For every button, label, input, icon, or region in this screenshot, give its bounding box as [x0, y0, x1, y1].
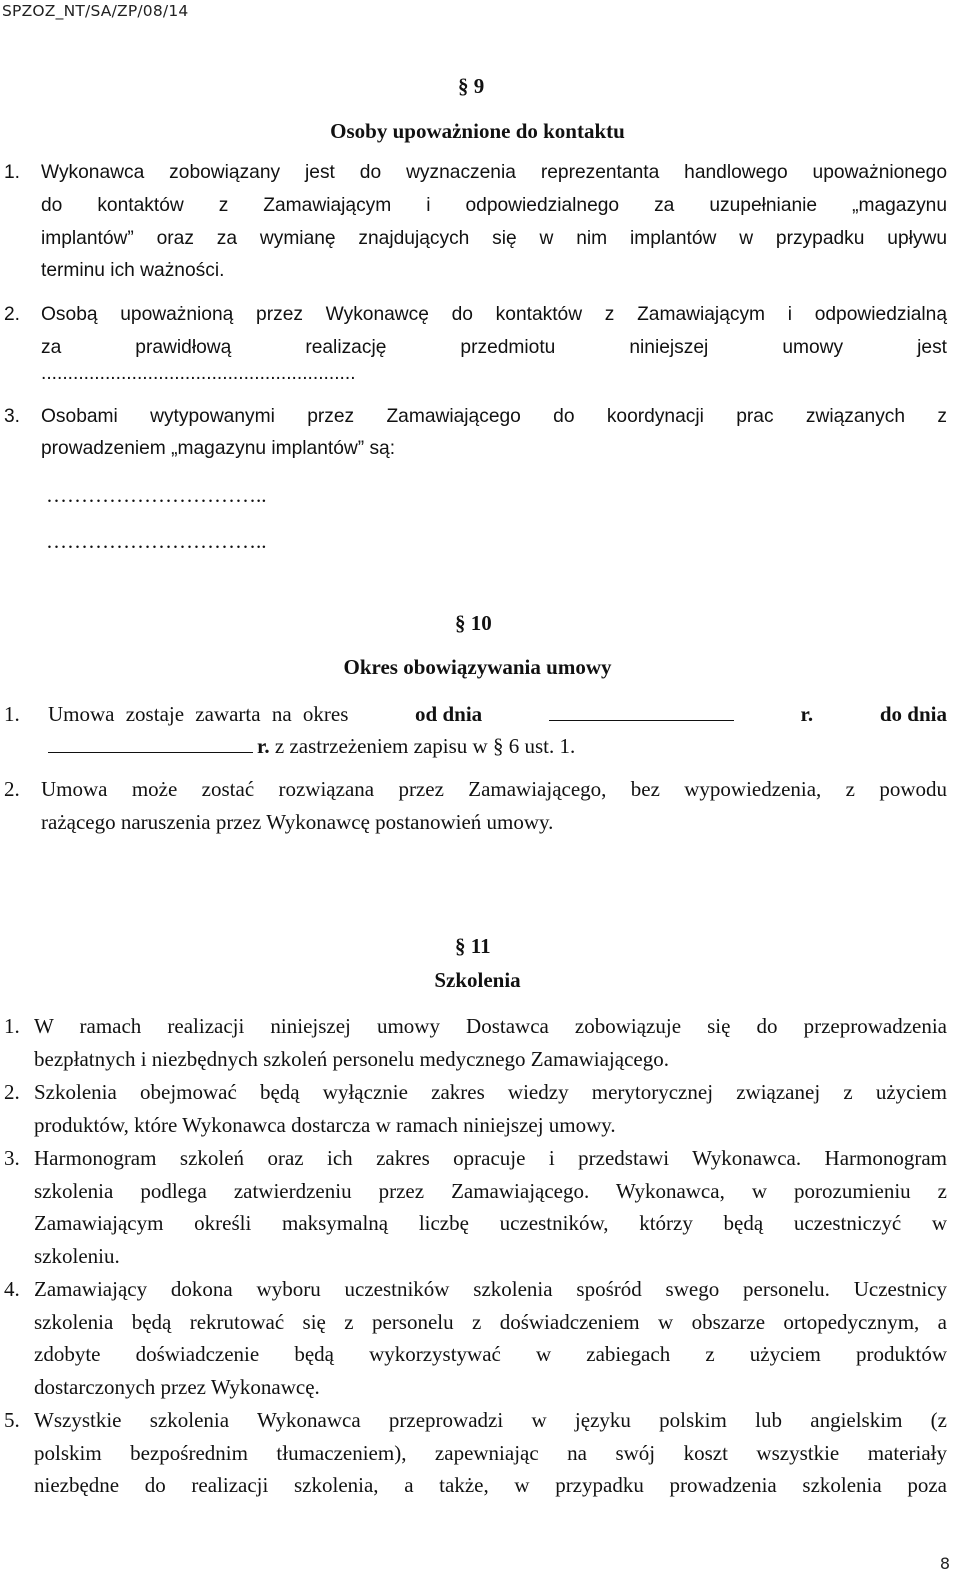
- item-line: szkoleniu.: [34, 1244, 120, 1268]
- item-line: dostarczonych przez Wykonawcę.: [34, 1375, 320, 1399]
- item-line: szkolenia podlega zatwierdzeniu przez Zamawiającego. Wykonawca, w porozumieniu z: [34, 1179, 947, 1203]
- item-line: terminu ich ważności.: [41, 260, 225, 281]
- item-line: Szkolenia obejmować będą wyłącznie zakres wiedzy merytorycznej związanej z użyciem: [34, 1080, 947, 1104]
- item-line: Zamawiający dokona wyboru uczestników szkolenia spośród swego personelu. Uczestnicy: [34, 1277, 947, 1301]
- section-10-number: § 10: [455, 611, 492, 635]
- item-number: 4.: [4, 1277, 20, 1301]
- item-number: 3.: [4, 1146, 20, 1170]
- item-line: Umowa może zostać rozwiązana przez Zamawiającego, bez wypowiedzenia, z powodu: [41, 777, 947, 801]
- fill-line: …………………………..: [46, 483, 267, 507]
- contract-period-text: Umowa zostaje zawarta na okres: [48, 702, 349, 726]
- item-number: 2.: [4, 777, 20, 801]
- item-line: Wykonawca zobowiązany jest do wyznaczenia reprezentanta handlowego upoważnionego: [41, 162, 947, 183]
- item-line: implantów” oraz za wymianę znajdujących się w nim implantów w przypadku upływu: [41, 228, 947, 249]
- to-date-r: r.: [257, 734, 270, 758]
- section-10-title: Okres obowiązywania umowy: [343, 655, 612, 679]
- item-line: polskim bezpośrednim tłumaczeniem), zapewniając na swój koszt wszystkie materiały: [34, 1441, 947, 1465]
- item-number: 2.: [4, 304, 21, 325]
- item-number: 2.: [4, 1080, 20, 1104]
- section-9-title: Osoby upoważnione do kontaktu: [330, 119, 625, 143]
- item-line: niezbędne do realizacji szkolenia, a także, w przypadku prowadzenia szkolenia poza: [34, 1473, 947, 1497]
- fill-line: …………………………..: [46, 529, 267, 553]
- item-line: produktów, które Wykonawca dostarcza w ramach niniejszej umowy.: [34, 1113, 616, 1137]
- item-number: 1.: [4, 162, 21, 183]
- contract-period-line-2: [48, 730, 575, 763]
- to-date-blank[interactable]: [48, 734, 253, 753]
- item-number: 1.: [4, 1014, 20, 1038]
- page-number: 8: [939, 1554, 950, 1573]
- section-11-title: Szkolenia: [434, 968, 521, 992]
- item-line: Harmonogram szkoleń oraz ich zakres opracuje i przedstawi Wykonawca. Harmonogram: [34, 1146, 947, 1170]
- item-line: szkolenia będą rekrutować się z personelu z doświadczeniem w obszarze ortopedycznym, a: [34, 1310, 947, 1334]
- item-line: za prawidłową realizację przedmiotu niniejszej umowy jest: [41, 337, 947, 358]
- item-line: zdobyte doświadczenie będą wykorzystywać w zabiegach z użyciem produktów: [34, 1342, 947, 1366]
- item-line: Osobami wytypowanymi przez Zamawiającego do koordynacji prac związanych z: [41, 406, 947, 427]
- reservation-text: z zastrzeżeniem zapisu w § 6 ust. 1.: [274, 734, 576, 758]
- item-line: rażącego naruszenia przez Wykonawcę postanowień umowy.: [41, 810, 554, 834]
- item-line: Wszystkie szkolenia Wykonawca przeprowadzi w języku polskim lub angielskim (z: [34, 1408, 947, 1432]
- to-date-label: do dnia: [879, 702, 947, 726]
- item-number: 5.: [4, 1408, 20, 1432]
- from-date-blank[interactable]: [549, 702, 734, 721]
- item-line: prowadzeniem „magazynu implantów” są:: [41, 438, 396, 459]
- from-date-label: od dnia: [415, 702, 483, 726]
- item-line: bezpłatnych i niezbędnych szkoleń personelu medycznego Zamawiającego.: [34, 1047, 669, 1071]
- item-line: Zamawiającym określi maksymalną liczbę uczestników, którzy będą uczestniczyć w: [34, 1211, 947, 1235]
- document-reference: SPZOZ_NT/SA/ZP/08/14: [2, 2, 189, 20]
- item-number: 1.: [4, 702, 20, 726]
- section-9-number: § 9: [458, 74, 485, 98]
- item-line-dots: ...........................................................: [41, 363, 356, 384]
- section-11-number: § 11: [455, 934, 491, 958]
- item-line: do kontaktów z Zamawiającym i odpowiedzialnego za uzupełnianie „magazynu: [41, 195, 947, 216]
- from-date-r: r.: [800, 702, 814, 726]
- item-line: W ramach realizacji niniejszej umowy Dostawca zobowiązuje się do przeprowadzenia: [34, 1014, 947, 1038]
- item-line: Osobą upoważnioną przez Wykonawcę do kontaktów z Zamawiającym i odpowiedzialną: [41, 304, 947, 325]
- contract-period-line: [48, 698, 947, 731]
- item-number: 3.: [4, 406, 21, 427]
